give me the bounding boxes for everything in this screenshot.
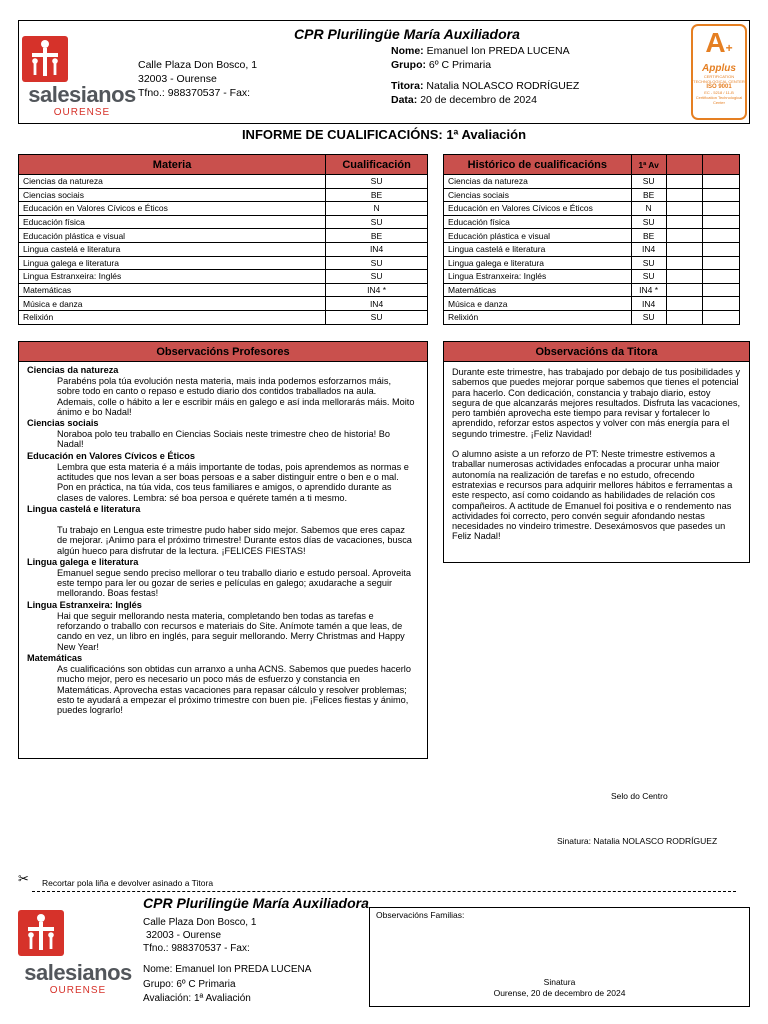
cert-letter: A+ bbox=[705, 27, 733, 58]
salesianos-logo-icon bbox=[22, 36, 68, 82]
history-row bbox=[444, 283, 740, 297]
grades-table bbox=[18, 154, 428, 325]
teacher-obs-comment: Hai que seguir mellorando nesta materia, completando ben todas as tarefas e reforzando o traballo con recursos e materiais do Site. Anímote tamén a que leas, de cando en vez, un libro en inglés, para seguir mellorando. Merry Christmas and Happy New Year! bbox=[57, 610, 405, 652]
history-second-eval bbox=[666, 175, 703, 189]
teacher-obs-title: Observacións Profesores bbox=[19, 342, 427, 362]
teacher-obs-subject: Ciencias sociais bbox=[27, 418, 99, 429]
history-body bbox=[444, 175, 740, 325]
slip-student-name: Nome: Emanuel Ion PREDA LUCENA bbox=[143, 964, 312, 975]
teacher-obs-comment: Tu trabajo en Lengua este trimestre pudo haber sido mejor. Sabemos que eres capaz de mejorar. ¡Animo para el próximo trimestre! Durante estos días de vacaciones, busca algún hueco para disfrutar de la lectura. ¡FELICES FIESTAS! bbox=[57, 524, 412, 556]
signature-line: Sinatura: Natalia NOLASCO RODRÍGUEZ bbox=[557, 836, 718, 846]
grade-row bbox=[19, 310, 428, 324]
grade-row bbox=[19, 175, 428, 189]
teacher-obs-subject: Lingua castelá e literatura bbox=[27, 503, 141, 514]
grade-value: SU bbox=[326, 270, 428, 284]
grade-value: SU bbox=[326, 215, 428, 229]
teacher-obs-comment: Parabéns pola túa evolución nesta materia, mais inda podemos esforzarnos máis, sobre todo en canto o repaso e estudo diario dos contidos traballados na aula. Ademais, colle o hábito a ler e escribir máis en galego e así inda mellorarás máis. Moito ánimo e bo Nadal! bbox=[57, 376, 415, 417]
history-first-eval: N bbox=[631, 202, 666, 216]
history-third-eval bbox=[703, 202, 740, 216]
history-second-eval bbox=[666, 215, 703, 229]
grade-value: IN4 bbox=[326, 242, 428, 256]
history-first-eval: BE bbox=[631, 229, 666, 243]
tutor-observations bbox=[443, 341, 750, 563]
grade-row bbox=[19, 188, 428, 202]
cert-footer: Certification Technological Center bbox=[695, 95, 743, 105]
grade-row bbox=[19, 270, 428, 284]
history-third-eval bbox=[703, 283, 740, 297]
history-row bbox=[444, 310, 740, 324]
history-table bbox=[443, 154, 740, 325]
slip-address bbox=[143, 916, 256, 955]
history-second-eval bbox=[666, 188, 703, 202]
grade-value: BE bbox=[326, 229, 428, 243]
history-subject: Educación física bbox=[444, 215, 632, 229]
tutor-label: Titora: bbox=[391, 80, 424, 92]
history-third-eval bbox=[703, 229, 740, 243]
grade-value: SU bbox=[326, 256, 428, 270]
tutor-obs-title: Observacións da Titora bbox=[444, 342, 749, 362]
history-third-eval bbox=[703, 310, 740, 324]
teacher-obs-subject: Lingua galega e literatura bbox=[27, 556, 139, 567]
history-third-eval bbox=[703, 297, 740, 311]
history-header-subject: Histórico de cualificacións bbox=[444, 155, 632, 175]
teacher-obs-comment: Emanuel segue sendo preciso mellorar o teu traballo diario e estudo persoal. Aproveita este tempo para ler ou gozar de series e películas en galego; axudarache a seguir mellorando. Boas festas! bbox=[57, 567, 411, 599]
history-subject: Ciencias sociais bbox=[444, 188, 632, 202]
grade-row bbox=[19, 229, 428, 243]
teacher-observations bbox=[18, 341, 428, 759]
cert-brand: Applus bbox=[702, 63, 736, 74]
grade-subject: Educación plástica e visual bbox=[19, 229, 326, 243]
grade-value: SU bbox=[326, 175, 428, 189]
slip-student-group: Grupo: 6º C Primaria bbox=[143, 979, 236, 990]
history-second-eval bbox=[666, 270, 703, 284]
history-header-third bbox=[703, 155, 740, 175]
history-row bbox=[444, 270, 740, 284]
family-place-date: Ourense, 20 de decembro de 2024 bbox=[493, 988, 626, 998]
slip-address-line-2: 32003 - Ourense bbox=[146, 930, 222, 941]
history-header-second bbox=[666, 155, 703, 175]
logo-text: salesianos bbox=[28, 82, 136, 107]
grade-subject: Ciencias da natureza bbox=[19, 175, 326, 189]
school-address bbox=[138, 58, 257, 100]
history-row bbox=[444, 229, 740, 243]
teacher-obs-content bbox=[19, 362, 427, 715]
grade-value: BE bbox=[326, 188, 428, 202]
teacher-obs-comment: Noraboa polo teu traballo en Ciencias Sociais neste trimestre cheo de historia! Bo Nadal! bbox=[57, 429, 390, 450]
logo-city: OURENSE bbox=[53, 107, 111, 118]
history-subject: Ciencias da natureza bbox=[444, 175, 632, 189]
slip-evaluation: Avaliación: 1ª Avaliación bbox=[143, 993, 251, 1004]
cert-iso: ISO 9001 bbox=[706, 84, 732, 90]
teacher-obs-subject: Lingua Estranxeira: Inglés bbox=[27, 599, 142, 610]
grade-subject: Ciencias sociais bbox=[19, 188, 326, 202]
grade-value: IN4 * bbox=[326, 283, 428, 297]
address-line-2: 32003 - Ourense bbox=[138, 73, 217, 85]
grade-subject: Relixión bbox=[19, 310, 326, 324]
stamp-label: Selo do Centro bbox=[611, 791, 668, 801]
history-second-eval bbox=[666, 242, 703, 256]
teacher-obs-subject: Educación en Valores Cívicos e Éticos bbox=[27, 450, 195, 461]
history-subject: Educación plástica e visual bbox=[444, 229, 632, 243]
history-second-eval bbox=[666, 297, 703, 311]
history-third-eval bbox=[703, 175, 740, 189]
grade-subject: Educación en Valores Cívicos e Éticos bbox=[19, 202, 326, 216]
grades-body bbox=[19, 175, 428, 325]
slip-phone: Tfno.: 988370537 - Fax: bbox=[143, 943, 250, 954]
grade-row bbox=[19, 215, 428, 229]
phone-line: Tfno.: 988370537 - Fax: bbox=[138, 87, 251, 99]
tutor-obs-content bbox=[444, 362, 749, 542]
grade-subject: Lingua castelá e literatura bbox=[19, 242, 326, 256]
tutor-name: Natalia NOLASCO RODRÍGUEZ bbox=[426, 80, 580, 92]
cut-line bbox=[32, 891, 736, 892]
name-label: Nome: bbox=[391, 45, 424, 57]
history-second-eval bbox=[666, 283, 703, 297]
history-row bbox=[444, 188, 740, 202]
certification-badge bbox=[691, 24, 747, 120]
history-first-eval: SU bbox=[631, 175, 666, 189]
history-subject: Lingua Estranxeira: Inglés bbox=[444, 270, 632, 284]
family-signature-label: Sinatura bbox=[543, 977, 576, 987]
history-first-eval: IN4 bbox=[631, 297, 666, 311]
grade-subject: Matemáticas bbox=[19, 283, 326, 297]
student-group: 6º C Primaria bbox=[428, 59, 492, 71]
grade-row bbox=[19, 256, 428, 270]
report-title: INFORME DE CUALIFICACIÓNS: 1ª Avaliación bbox=[241, 127, 527, 142]
grade-value: SU bbox=[326, 310, 428, 324]
date-label: Data: bbox=[391, 94, 418, 106]
grade-row bbox=[19, 202, 428, 216]
history-first-eval: BE bbox=[631, 188, 666, 202]
history-subject: Relixión bbox=[444, 310, 632, 324]
slip-school-title: CPR Plurilingüe María Auxiliadora bbox=[143, 895, 369, 911]
history-second-eval bbox=[666, 202, 703, 216]
scissors-icon: ✂ bbox=[18, 871, 29, 886]
grade-value: IN4 bbox=[326, 297, 428, 311]
history-header-first: 1ª Av bbox=[631, 155, 666, 175]
history-first-eval: SU bbox=[631, 256, 666, 270]
teacher-obs-comment: Lembra que esta materia é a máis importante de todas, pois aprendemos as normas e actitudes que nos levan a ser boas persoas e a saber distinguir entre o ben e o mal. Pon en práctica, na túa vida, cos teus familiares e amigos, o aprendido durante as clases de valores. Lembra: sé boa persoa e quérete tamén a ti mesmo. bbox=[57, 461, 409, 503]
tutor-info bbox=[391, 79, 579, 107]
history-second-eval bbox=[666, 256, 703, 270]
grade-subject: Música e danza bbox=[19, 297, 326, 311]
slip-logo-city: OURENSE bbox=[49, 985, 107, 996]
history-third-eval bbox=[703, 188, 740, 202]
history-first-eval: IN4 * bbox=[631, 283, 666, 297]
group-label: Grupo: bbox=[391, 59, 426, 71]
grade-subject: Lingua Estranxeira: Inglés bbox=[19, 270, 326, 284]
slip-address-line-1: Calle Plaza Don Bosco, 1 bbox=[143, 917, 257, 928]
grades-header-subject: Materia bbox=[19, 155, 326, 175]
cert-code: EC - 5218 / 11-B bbox=[704, 90, 734, 95]
family-observations-box[interactable] bbox=[369, 907, 750, 1007]
student-name: Emanuel Ion PREDA LUCENA bbox=[426, 45, 570, 57]
history-row bbox=[444, 297, 740, 311]
history-first-eval: SU bbox=[631, 270, 666, 284]
history-second-eval bbox=[666, 310, 703, 324]
grade-row bbox=[19, 242, 428, 256]
school-logo bbox=[22, 36, 142, 118]
history-first-eval: SU bbox=[631, 215, 666, 229]
slip-salesianos-logo-icon bbox=[18, 910, 64, 956]
history-row bbox=[444, 242, 740, 256]
grade-subject: Lingua galega e literatura bbox=[19, 256, 326, 270]
report-date: 20 de decembro de 2024 bbox=[420, 94, 537, 106]
teacher-obs-subject: Ciencias da natureza bbox=[27, 365, 119, 375]
school-title: CPR Plurilingüe María Auxiliadora bbox=[294, 26, 520, 42]
history-subject: Matemáticas bbox=[444, 283, 632, 297]
student-info bbox=[391, 44, 570, 72]
slip-logo-text: salesianos bbox=[24, 960, 132, 985]
history-third-eval bbox=[703, 270, 740, 284]
history-third-eval bbox=[703, 256, 740, 270]
grade-subject: Educación física bbox=[19, 215, 326, 229]
history-third-eval bbox=[703, 215, 740, 229]
grade-value: N bbox=[326, 202, 428, 216]
history-row bbox=[444, 202, 740, 216]
history-first-eval: SU bbox=[631, 310, 666, 324]
grade-row bbox=[19, 283, 428, 297]
history-second-eval bbox=[666, 229, 703, 243]
history-subject: Lingua galega e literatura bbox=[444, 256, 632, 270]
history-row bbox=[444, 175, 740, 189]
teacher-obs-comment: As cualificacións son obtidas cun arranxo a unha ACNS. Sabemos que puedes hacerlo mucho mejor, pero es necesario un poco más de esfuerzo y constancia en Matemáticas. Aprovecha estas vacaciones para repasar cálculo y resolver problemas; esto te ayudará a empezar el próximo trimestre con buen pie. ¡Felices fiestas y ánimo, puedes lograrlo! bbox=[57, 663, 411, 716]
history-row bbox=[444, 215, 740, 229]
cut-instructions: Recortar pola liña e devolver asinado a Titora bbox=[42, 878, 214, 888]
grades-header-grade: Cualificación bbox=[326, 155, 428, 175]
history-row bbox=[444, 256, 740, 270]
address-line-1: Calle Plaza Don Bosco, 1 bbox=[138, 59, 258, 71]
grade-row bbox=[19, 297, 428, 311]
history-subject: Música e danza bbox=[444, 297, 632, 311]
tutor-obs-paragraph-2: O alumno asiste a un reforzo de PT: Neste trimestre estivemos a traballar numerosas actividades enfocadas a procurar unha maior autonomía na realización de tarefas e no estudo, ofrecendo estratexias e recursos para adquirir mellores hábitos e ferramentas a este respecto, así como coidando as habilidades de relación cos compañeiros. A actitude de Emanuel foi positiva e o rendemento nas actividades foi correcto, pero convén seguir afondando nestas necesidades no vindeiro trimestre. Desexámosvos que pasedes un Feliz Nadal! bbox=[452, 449, 733, 542]
cert-plus: + bbox=[725, 41, 733, 55]
tutor-obs-paragraph-1: Durante este trimestre, has trabajado por debajo de tus posibilidades y sabemos que puedes mejorar porque sabemos que tienes el potencial para hacerlo. Con dedicación, constancia y trabajo diario, estoy segura de que alcanzarás mejores resultados. Disfruta las vacaciones, pero también aprovecha este tiempo para revisar y fortalecer lo aprendido, reforzar estos aspectos y volver con más energía para el segundo trimestre. ¡Feliz Navidad! bbox=[452, 367, 741, 439]
history-third-eval bbox=[703, 242, 740, 256]
cert-subtitle: CERTIFICATION TECHNOLOGICAL CENTER bbox=[693, 74, 745, 84]
history-subject: Educación en Valores Cívicos e Éticos bbox=[444, 202, 632, 216]
slip-school-logo bbox=[18, 910, 138, 996]
family-obs-label: Observacións Familias: bbox=[376, 910, 465, 920]
teacher-obs-subject: Matemáticas bbox=[27, 652, 83, 663]
history-subject: Lingua castelá e literatura bbox=[444, 242, 632, 256]
history-first-eval: IN4 bbox=[631, 242, 666, 256]
